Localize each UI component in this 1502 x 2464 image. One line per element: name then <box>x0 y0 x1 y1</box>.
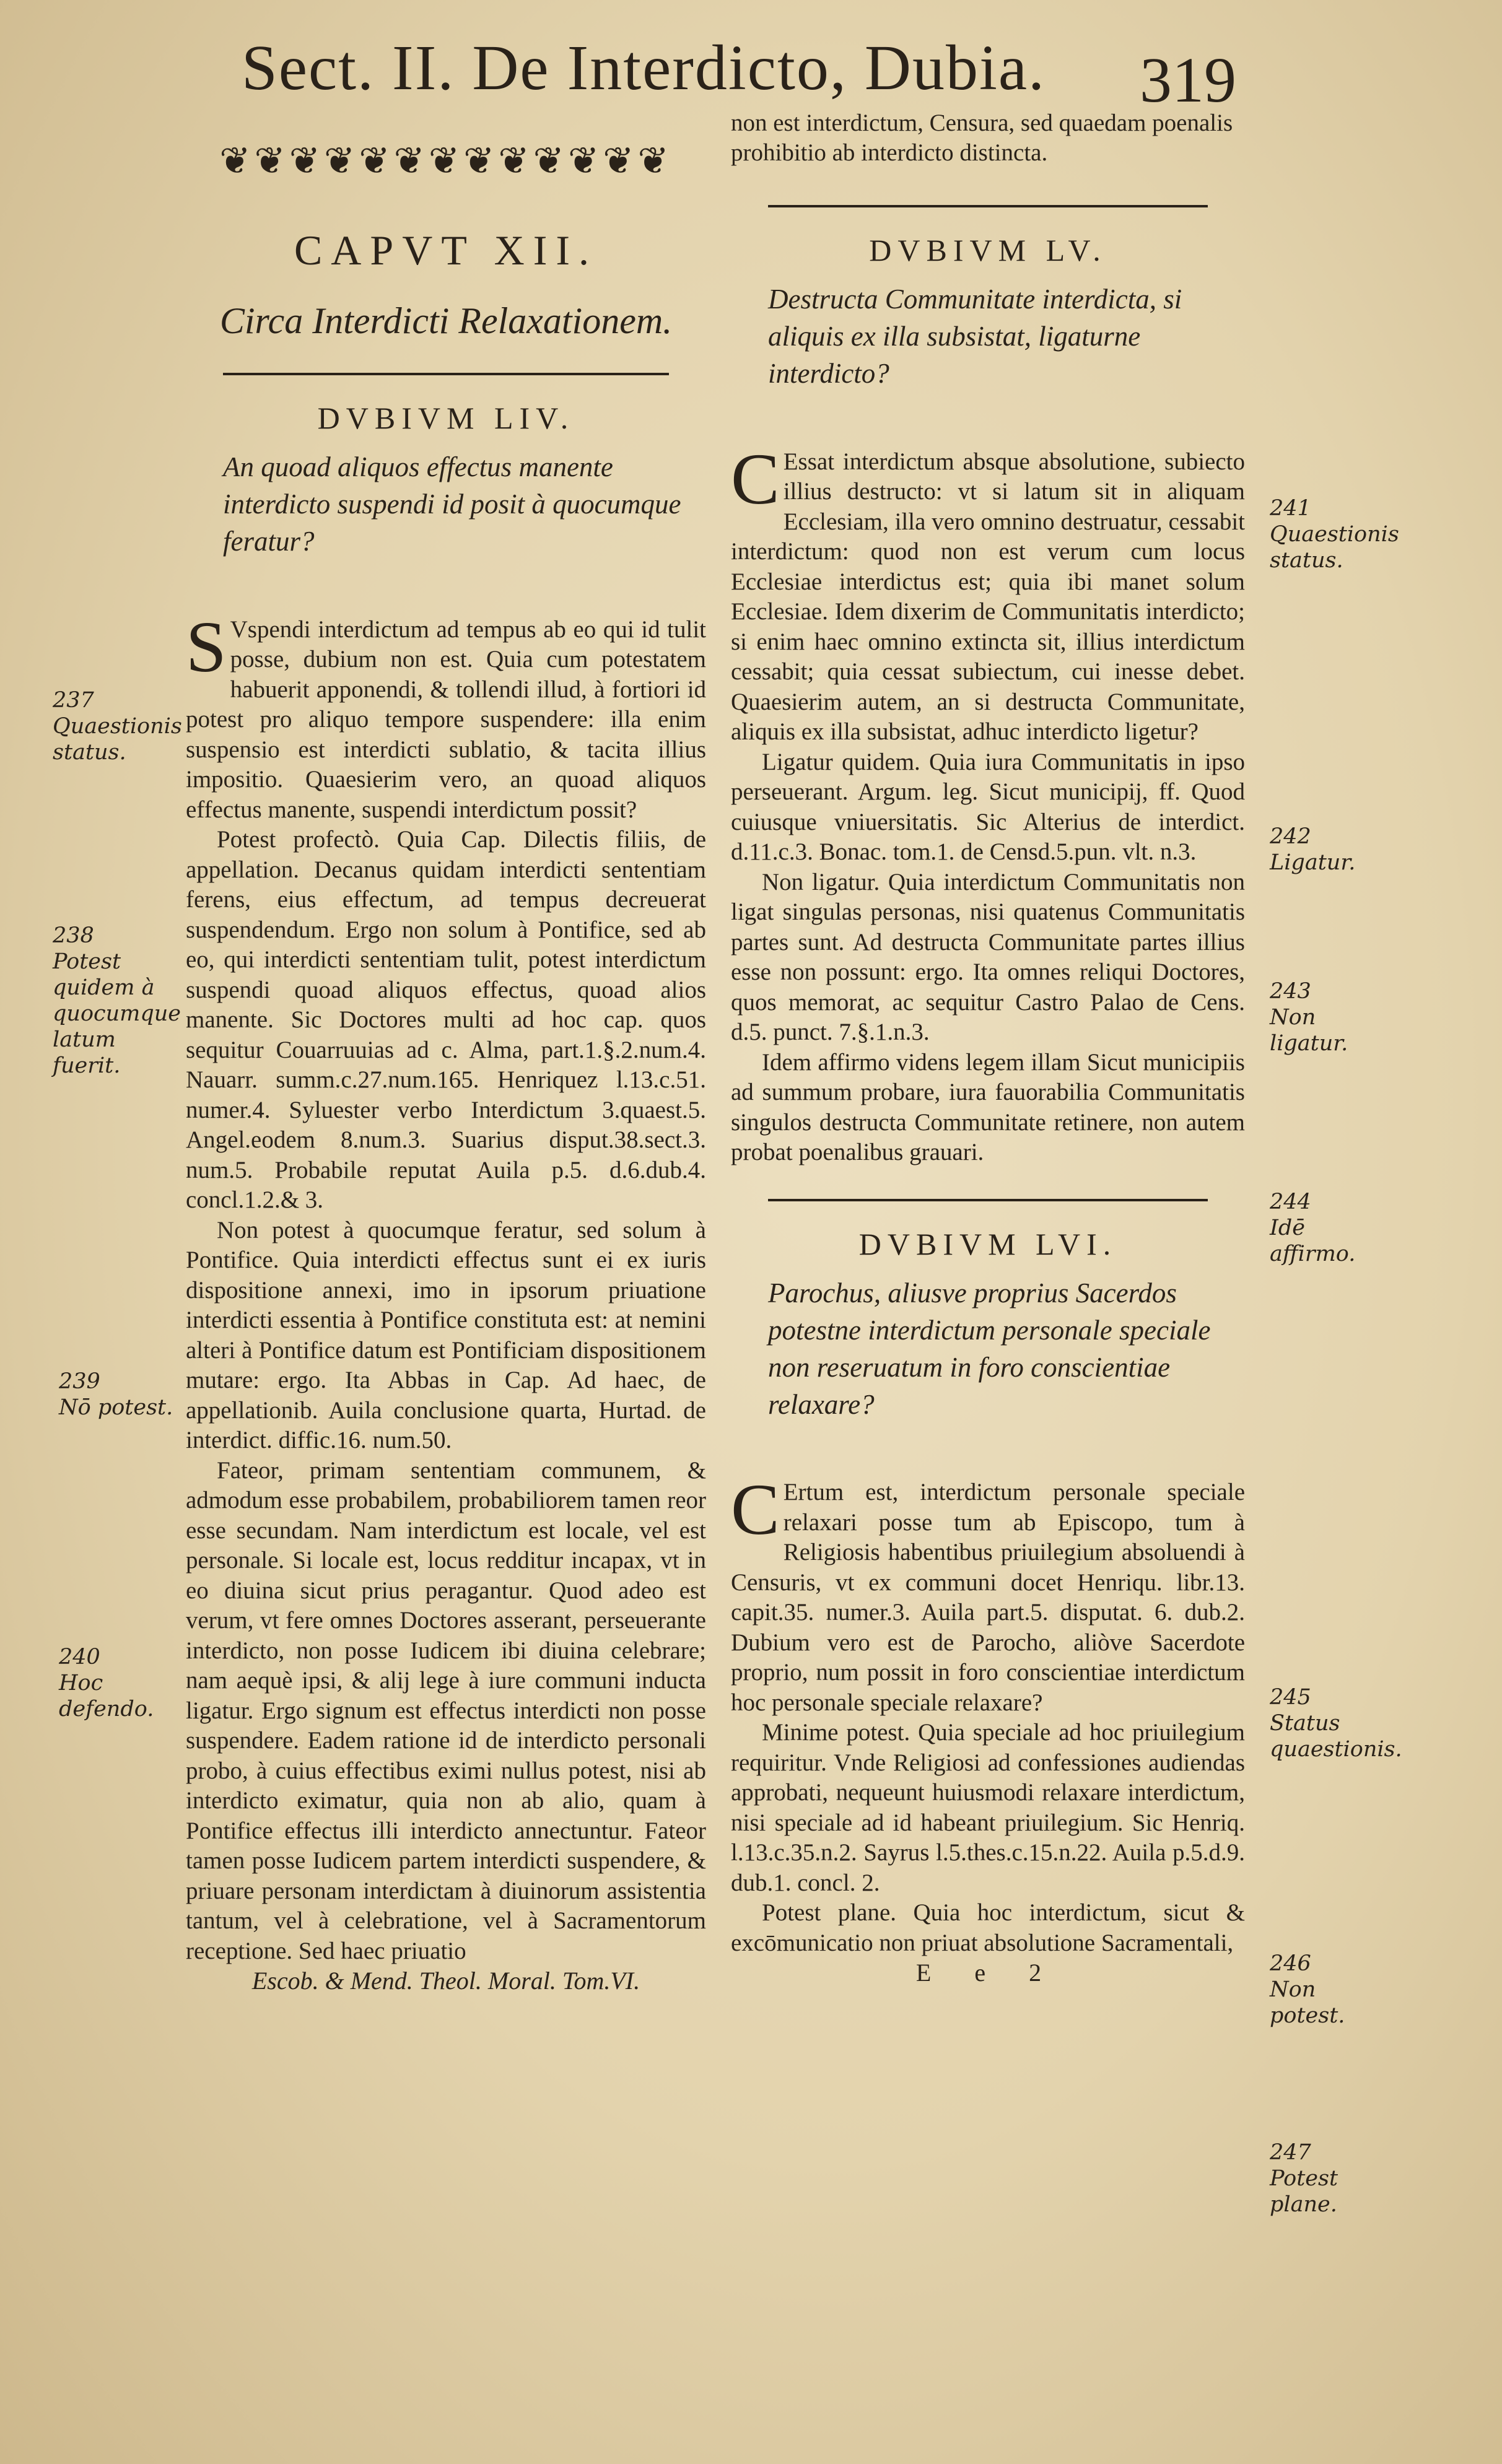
running-header: Sect. II. De Interdicto, Dubia. <box>242 32 1046 103</box>
margin-note: 241 Quaestionis status. <box>1270 496 1399 573</box>
page-number: 319 <box>1140 45 1236 116</box>
margin-note: 247 Potest plane. <box>1270 2140 1338 2217</box>
drop-cap: C <box>731 438 780 520</box>
margin-note: 239 Nō potest. <box>59 1369 173 1420</box>
dubium-heading: DVBIVM LIV. <box>317 401 575 435</box>
divider <box>768 1199 1208 1201</box>
right-column <box>731 110 1245 1987</box>
dubium-question: Parochus, aliusve proprius Sacerdos potestne interdictum personale speciale non reseruatum in foro conscientiae relaxare? <box>768 1277 1211 1420</box>
chapter-subtitle: Circa Interdicti Relaxationem. <box>219 300 673 341</box>
paragraph: C Ertum est, interdictum personale speciale relaxari posse tum ab Episcopo, tum à Religiosis habentibus priuilegium absoluendi à Censuris, vt ex communi docet Henriqu. libr.13. capit.35. numer.3. Auila part.5. disputat. 6. dub.2. Dubium vero est de Parocho, aliòve Sacerdote proprio, num possit in foro conscientiae interdictum hoc personale speciale relaxare? <box>731 1469 1245 1716</box>
signature-mark: E e 2 <box>915 1959 1060 1987</box>
paragraph: Fateor, primam sententiam communem, & admodum esse probabilem, probabiliorem tamen reor esse secundam. Nam interdictum est locale, vel est personale. Si locale est, locus redditur incapax, vt in eo diuina sicut prius peragantur. Quod adeo est verum, vt fere omnes Doctores asserant, perseuerante interdicto, non posse Iudicem ibi diuina celebrare; nam aequè ipsi, & alij lege à iure communi inducta ligatur. Ergo signum est effectus interdicti non posse suspendere. Eadem ratione id de interdicto personali probo, à cuius effectibus eximi nullus potest, nisi ab interdicto eximatur, quia non ab alio, quam à Pontifice effectus illi interdicto annectuntur. Fateor tamen posse Iudicem partem interdicti suspendere, & priuare personam interdictam à diuinorum assistentia tantum, vel à celebratione, vel à Sacramentorum receptione. Sed haec priuatio <box>186 1456 706 1964</box>
drop-cap: C <box>731 1469 780 1550</box>
footer-citation: Escob. & Mend. Theol. Moral. Tom.VI. <box>251 1967 640 1995</box>
margin-note: 243 Non ligatur. <box>1270 979 1348 1056</box>
paragraph: Potest profectò. Quia Cap. Dilectis filiis, de appellation. Decanus quidam interdicti sententiam ferens, eius effectum, ad tempus decreuerat suspendendum. Ergo non solum à Pontifice, sed ab eo, qui interdicti sententiam tulit, potest interdictum suspendi quoad aliquos effectus, quoad alios manente. Sic Doctores multi ad hoc cap. quos sequitur Couarruuias ad c. Alma, part.1.§.2.num.4. Nauarr. summ.c.27.num.165. Henriquez l.13.c.51. numer.4. Syluester verbo Interdictum 3.quaest.5. Angel.eodem 8.num.3. Suarius disput.38.sect.3. num.5. Probabile reputat Auila p.5. d.6.dub.4. concl.1.2.& 3. <box>186 826 706 1213</box>
paragraph: Potest plane. Quia hoc interdictum, sicut & excōmunicatio non priuat absolutione Sacramentali, <box>731 1899 1245 1956</box>
paragraph: Non ligatur. Quia interdictum Communitatis non ligat singulas personas, nisi quatenus Communitatis partes sunt. Ad destructa Communitate partes illius esse non possunt: ergo. Ita omnes reliqui Doctores, quos memorat, ac sequitur Castro Palao de Cens. d.5. punct. 7.§.1.n.3. <box>731 868 1245 1045</box>
continued-text: non est interdictum, Censura, sed quaedam poenalis prohibitio ab interdicto distincta. <box>731 110 1233 166</box>
chapter-heading: CAPVT XII. <box>294 227 598 274</box>
divider <box>768 205 1208 207</box>
paragraph: Non potest à quocumque feratur, sed solum à Pontifice. Quia interdicti effectus sunt ei ex iuris dispositione annexi, imo in ipsorum priuatione interdicti essentia à Pontifice constituta est: at nemini alteri à Pontifice datum est Pontificiam dispositionem mutare: ergo. Ita Abbas in Cap. Ad haec, de appellationib. Auila conclusione quarta, Hurtad. de interdict. diffic.16. num.50. <box>186 1216 706 1453</box>
paragraph: Idem affirmo videns legem illam Sicut municipiis ad summum probare, iura fauorabilia Communitatis singulos destructa Communitate retinere, non autem probat poenalibus grauari. <box>731 1048 1245 1165</box>
paragraph: Minime potest. Quia speciale ad hoc priuilegium requiritur. Vnde Religiosi ad confessiones audiendas approbati, nequeunt huiusmodi relaxare interdictum, nisi speciale ad id habeant priuilegium. Sic Henriq. l.13.c.35.n.2. Sayrus l.5.thes.c.15.n.22. Auila p.5.d.9. dub.1. concl. 2. <box>731 1719 1245 1896</box>
paragraph: S Vspendi interdictum ad tempus ab eo qui id tulit posse, dubium non est. Quia cum potestatem habuerit apponendi, & tollendi illud, à fortiori id potest pro aliquo tempore suspendere: illa enim suspensio est interdicti sublatio, & tacita illius impositio. Quaesierim vero, an quoad aliquos effectus manente, suspendi interdictum possit? <box>186 606 706 823</box>
margin-note: 237 Quaestionis status. <box>53 688 182 765</box>
dubium-heading: DVBIVM LVI. <box>858 1226 1117 1261</box>
paragraph: C Essat interdictum absque absolutione, subiecto illius destructo: vt si latum sit in aliquam Ecclesiam, illa vero omnino destruatur, cessabit interdictum: quod non est verum cum locus Ecclesiae interdictus est; quia ibi manet solum Ecclesiae. Idem dixerim de Communitatis interdicto; si enim haec omnino extincta sit, illius interdictum cessabit; quia cessat subiectum, cui inesse debet. Quaesierim autem, an si destructa Communitate, aliquis ex illa subsistat, adhuc interdicto ligetur? <box>731 438 1245 745</box>
margin-note: 240 Hoc defendo. <box>59 1645 154 1722</box>
ornament-band: ❦❦❦❦❦❦❦❦❦❦❦❦❦ <box>219 141 673 181</box>
margin-note: 238 Potest quidem à quocumque latum fuerit. <box>53 923 181 1078</box>
margin-note: 246 Non potest. <box>1270 1951 1345 2028</box>
paragraph: Ligatur quidem. Quia iura Communitatis in ipso perseuerant. Argum. leg. Sicut municipij, ff. Quod cuiusque vniuersitatis. Sic Alterius de interdict. d.11.c.3. Bonac. tom.1. de Censd.5.pun. vlt. n.3. <box>731 748 1245 865</box>
dubium-heading: DVBIVM LV. <box>869 233 1107 268</box>
dubium-question: Destructa Communitate interdicta, si aliquis ex illa subsistat, ligaturne interdicto? <box>768 284 1182 389</box>
margin-note: 244 Idē affirmo. <box>1270 1190 1356 1266</box>
margin-note: 242 Ligatur. <box>1270 824 1356 875</box>
drop-cap: S <box>186 606 227 687</box>
left-column <box>186 108 706 1995</box>
margin-note: 245 Status quaestionis. <box>1270 1685 1402 1762</box>
divider <box>223 373 669 375</box>
signature-line <box>731 1958 1245 1987</box>
dubium-question: An quoad aliquos effectus manente interdicto suspendi id posit à quocumque feratur? <box>223 451 681 557</box>
